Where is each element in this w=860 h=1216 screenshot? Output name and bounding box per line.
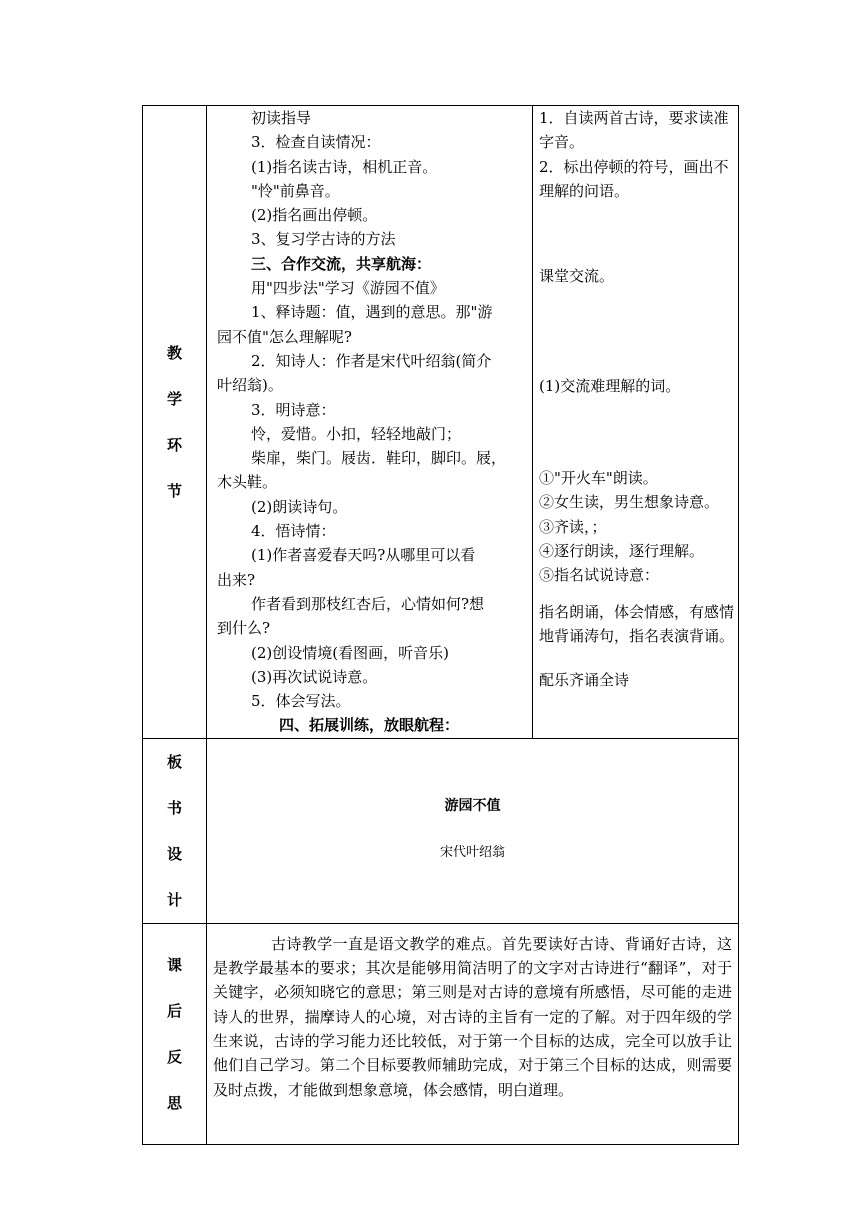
activity-text: ④逐行朗读，逐行理解。: [539, 541, 705, 560]
activity-text: ③齐读，；: [539, 517, 607, 536]
label-char: 设: [166, 844, 182, 863]
step-line: 用"四步法"学习《游园不值》: [251, 279, 445, 298]
label-char: 环: [166, 435, 182, 454]
teaching-steps-row: [143, 106, 739, 739]
label-char: 课: [166, 955, 182, 974]
step-line: "怜"前鼻音。: [251, 181, 340, 200]
board-title: 游园不值: [444, 797, 501, 814]
label-char: 思: [166, 1093, 182, 1112]
step-line: (2)创设情境(看图画，听音乐): [251, 643, 449, 662]
teaching-steps-content: [207, 106, 533, 739]
label-char: 后: [166, 1001, 182, 1020]
label-char: 板: [166, 752, 182, 771]
activity-text: ⑤指名试说诗意：: [539, 566, 660, 585]
reflection-text: 古诗教学一直是语文教学的难点。首先要读好古诗、背诵好古诗，这是教学最基本的要求；其次是能够用简洁明了的文字对古诗进行“翻译”，对于关键字，必须知晓它的意思；第三则是对古诗的意境有所感悟，尽可能的走进诗人的世界，揣摩诗人的心境，对古诗的主旨有一定的了解。对于四年级的学生来说，古诗的学习能力还比较低，对于第一个目标的达成，完全可以放手让他们自己学习。第二个目标要教师辅助完成，对于第三个目标的达成，则需要及时点拨，才能做到想象意境，体会感情，明白道理。: [207, 923, 739, 1144]
label-char: 节: [166, 481, 182, 500]
step-line: 2．知诗人：作者是宋代叶绍翁(简介: [251, 351, 492, 370]
step-line: (2)朗读诗句。: [251, 497, 348, 516]
section-heading: 四、拓展训练，放眼航程：: [279, 716, 460, 735]
board-design-label: [143, 738, 207, 923]
step-line: 木头鞋。: [217, 473, 278, 492]
lesson-plan-table: [142, 105, 739, 1145]
step-line: 柴扉，柴门。屐齿．鞋印，脚印。屐，: [251, 449, 507, 468]
reflection-row: [143, 923, 739, 1144]
student-activities: [533, 106, 739, 739]
step-line: 3．明诗意：: [251, 400, 336, 419]
activity-text: (1)交流难理解的词。: [539, 377, 681, 395]
step-line: 3．检查自读情况：: [251, 133, 381, 152]
activity-text: ①"开火车"朗读。: [539, 469, 658, 487]
activity-text: 1．自读两首古诗，要求读准字音。: [539, 109, 729, 152]
step-line: 怜，爱惜。小扣，轻轻地敲门；: [251, 424, 462, 443]
step-line: 1、释诗题：值，遇到的意思。那"游: [251, 303, 493, 322]
step-line: 作者看到那枝红杏后，心情如何?想: [251, 594, 485, 613]
activity-text: ②女生读，男生想象诗意。: [539, 493, 720, 512]
activity-text: 2．标出停顿的符号，画出不理解的问语。: [539, 157, 729, 200]
step-line: 5．体会写法。: [251, 692, 351, 711]
board-design-row: [143, 738, 739, 923]
step-line: 4．悟诗情：: [251, 522, 336, 541]
label-char: 学: [166, 389, 182, 408]
label-char: 教: [166, 343, 182, 362]
step-line: (3)再次试说诗意。: [251, 667, 378, 686]
step-line: 园不值"怎么理解呢?: [217, 327, 352, 346]
step-line: 出来?: [217, 570, 256, 589]
label-char: 计: [166, 890, 182, 909]
step-line: 初读指导: [251, 109, 312, 127]
activity-text: 课堂交流。: [539, 267, 615, 285]
step-line: (2)指名画出停顿。: [251, 206, 378, 225]
section-heading: 三、合作交流，共享航海：: [251, 254, 432, 273]
activity-text: 指名朗诵，体会情感，有感情地背诵涛句，指名表演背诵。: [539, 603, 735, 646]
teaching-steps-label: [143, 106, 207, 739]
board-author: 宋代叶绍翁: [439, 844, 505, 860]
step-line: 叶绍翁)。: [217, 376, 283, 395]
reflection-label: [143, 923, 207, 1144]
board-design-content: [207, 738, 739, 923]
label-char: 书: [166, 798, 182, 817]
label-char: 反: [166, 1047, 182, 1066]
step-line: (1)作者喜爱春天吗?从哪里可以看: [251, 546, 476, 565]
step-line: (1)指名读古诗，相机正音。: [251, 157, 438, 176]
activity-text: 配乐齐诵全诗: [539, 671, 630, 689]
step-line: 3、复习学古诗的方法: [251, 230, 396, 249]
step-line: 到什么?: [217, 619, 271, 638]
